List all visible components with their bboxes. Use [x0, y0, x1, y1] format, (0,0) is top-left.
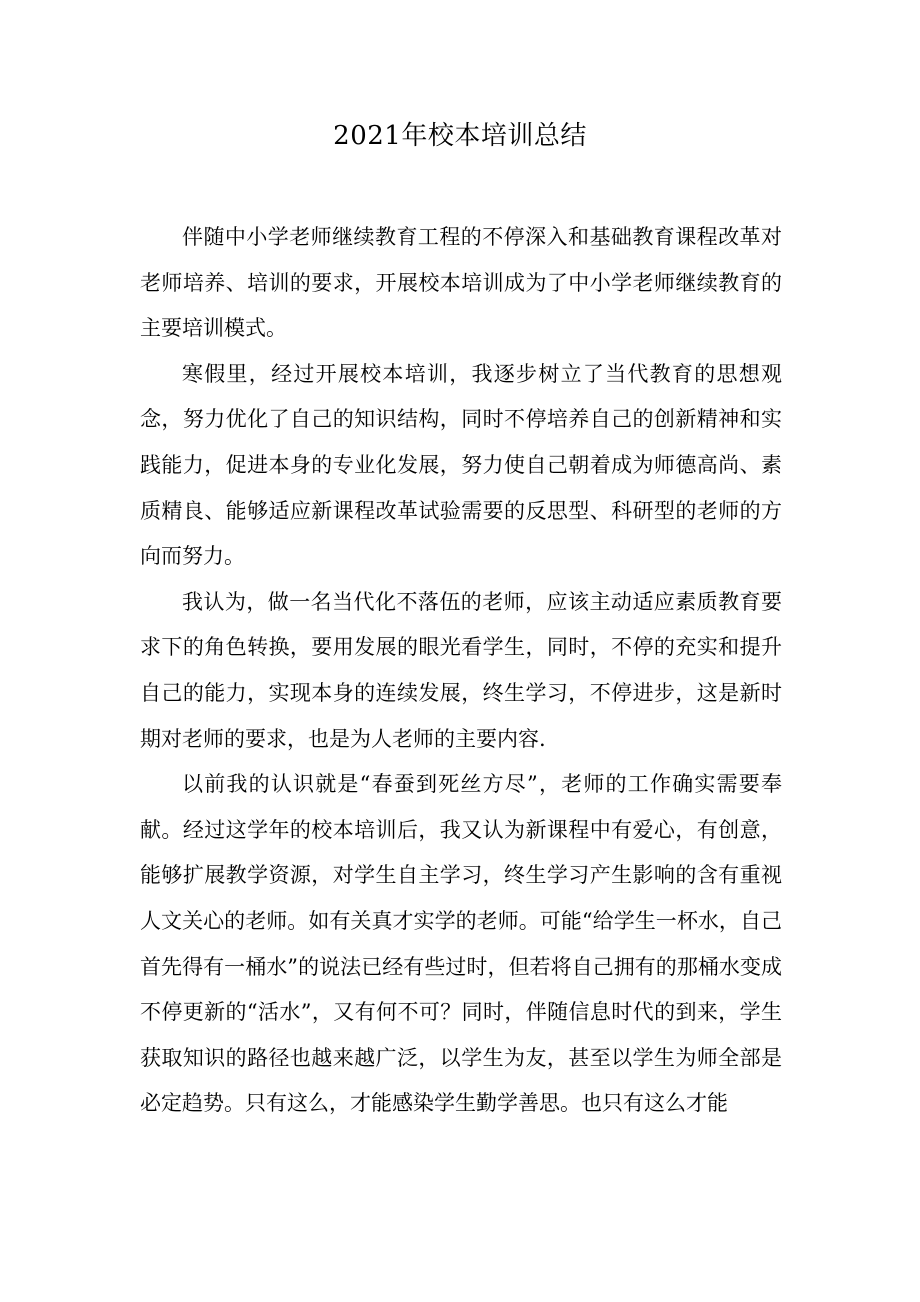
- paragraph-4: 以前我的认识就是“春蚕到死丝方尽”，老师的工作确实需要奉献。经过这学年的校本培训后，我又认为新课程中有爱心，有创意，能够扩展教学资源，对学生自主学习，终生学习产生影响的含有重视人文关心的老师。如有关真才实学的老师。可能“给学生一杯水，自己首先得有一桶水”的说法已经有些过时，但若将自己拥有的那桶水变成不停更新的“活水”，又有何不可？同时，伴随信息时代的到来，学生获取知识的路径也越来越广泛，以学生为友，甚至以学生为师全部是必定趋势。只有这么，才能感染学生勤学善思。也只有这么才能: [140, 772, 782, 1116]
- document-title: 2021年校本培训总结: [333, 121, 587, 151]
- document-body: [140, 215, 782, 1127]
- paragraph-3: 我认为，做一名当代化不落伍的老师，应该主动适应素质教育要求下的角色转换，要用发展的眼光看学生，同时，不停的充实和提升自己的能力，实现本身的连续发展，终生学习，不停进步，这是新时期对老师的要求，也是为人老师的主要内容.: [140, 589, 782, 751]
- paragraph-1: 伴随中小学老师继续教育工程的不停深入和基础教育课程改革对老师培养、培训的要求，开展校本培训成为了中小学老师继续教育的主要培训模式。: [140, 225, 782, 341]
- paragraph-2: 寒假里，经过开展校本培训，我逐步树立了当代教育的思想观念，努力优化了自己的知识结构，同时不停培养自己的创新精神和实践能力，促进本身的专业化发展，努力使自己朝着成为师德高尚、素质精良、能够适应新课程改革试验需要的反思型、科研型的老师的方向而努力。: [140, 361, 782, 569]
